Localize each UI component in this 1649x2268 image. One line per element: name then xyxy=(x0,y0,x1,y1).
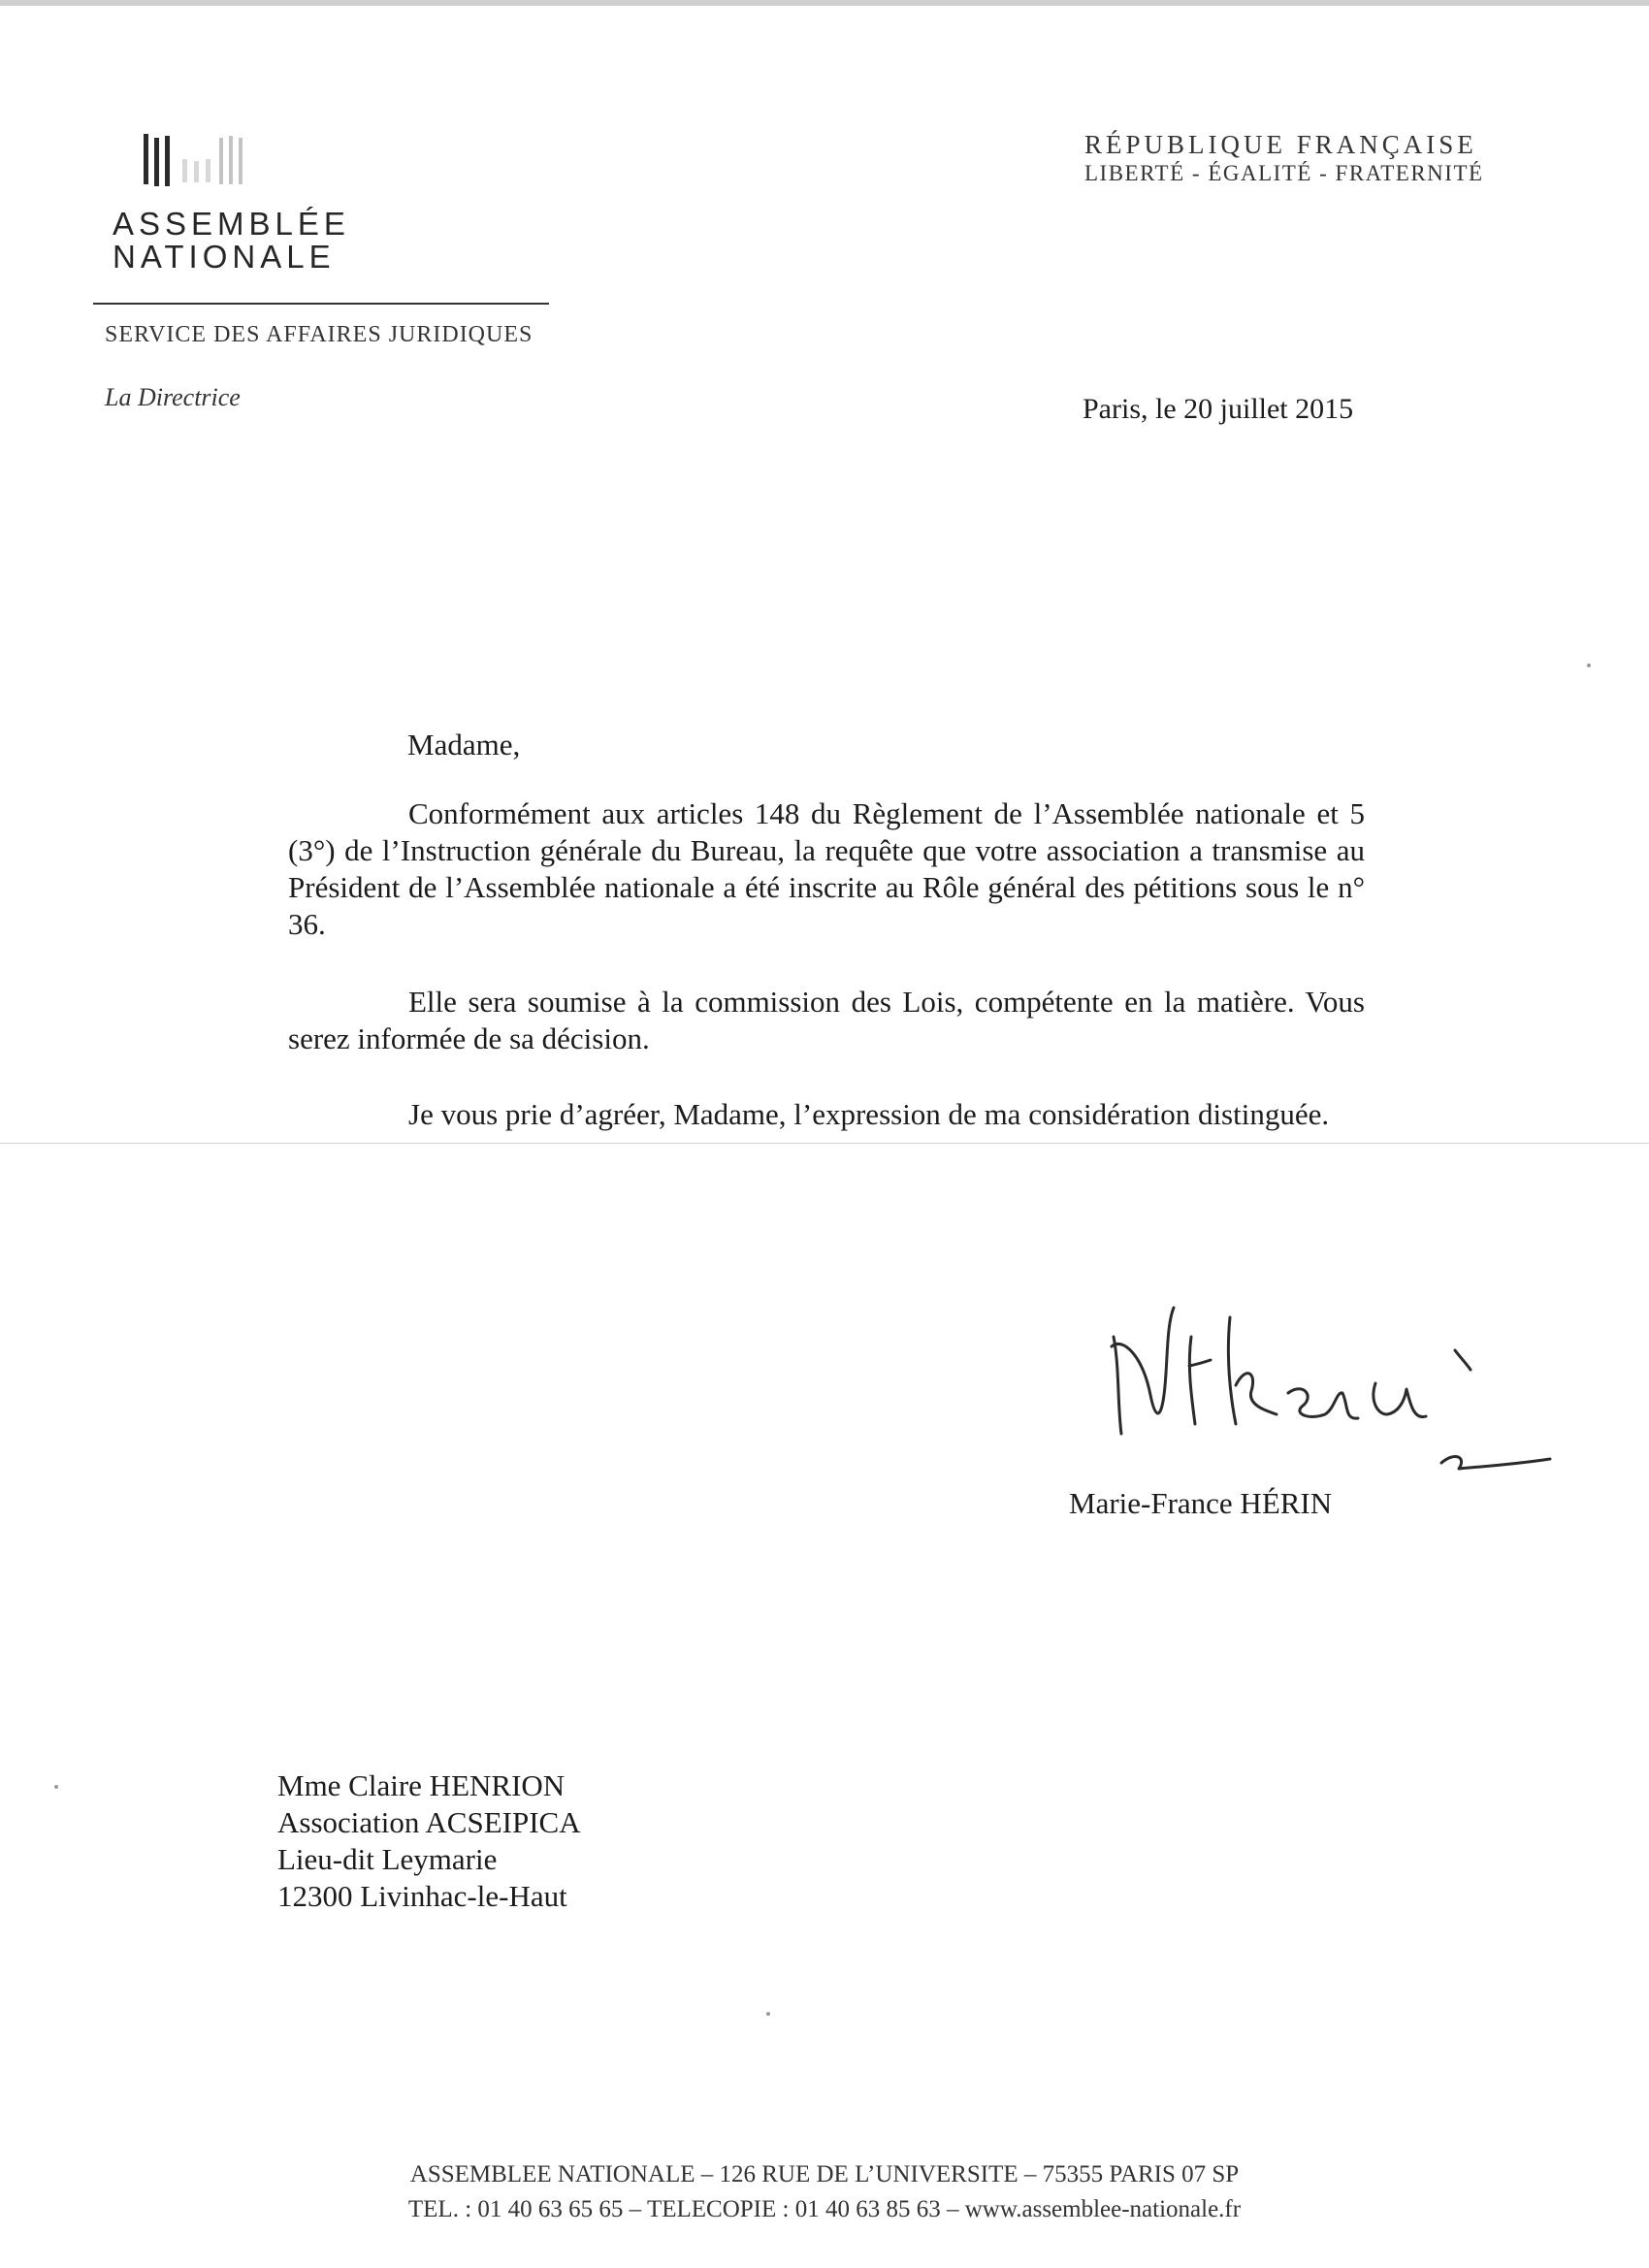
paragraph-3-text: Je vous prie d’agréer, Madame, l’expression de ma considération distinguée. xyxy=(408,1097,1330,1131)
recipient-organization: Association ACSEIPICA xyxy=(277,1805,581,1839)
service-name: SERVICE DES AFFAIRES JURIDIQUES xyxy=(105,322,534,347)
assemblee-nationale-logo xyxy=(93,132,350,277)
paragraph-3 xyxy=(288,1096,1365,1133)
recipient-locality: Lieu-dit Leymarie xyxy=(277,1842,498,1876)
scan-speck xyxy=(766,2012,770,2016)
logo-word-nationale: NATIONALE xyxy=(113,239,336,275)
recipient-name: Mme Claire HENRION xyxy=(277,1768,566,1802)
signer-name: Marie-France HÉRIN xyxy=(1069,1486,1333,1520)
scan-speck xyxy=(54,1785,58,1789)
republique-heading: RÉPUBLIQUE FRANÇAISE xyxy=(1084,130,1477,159)
paper-fold-line xyxy=(0,1143,1649,1144)
letter-date: Paris, le 20 juillet 2015 xyxy=(1083,393,1354,425)
scan-top-edge xyxy=(0,0,1649,6)
paragraph-1 xyxy=(288,795,1365,943)
paragraph-1-text: Conformément aux articles 148 du Règlement de l’Assemblée nationale et 5 (3°) de l’Instruction générale du Bureau, la requête que votre association a transmise au Président de l’Assemblée nationale a été inscrite au Rôle général des pétitions sous le n° 36. xyxy=(288,796,1365,941)
handwritten-signature xyxy=(1094,1279,1560,1492)
scan-speck xyxy=(1587,664,1591,667)
recipient-city: 12300 Livinhac-le-Haut xyxy=(277,1879,567,1913)
header-divider xyxy=(93,303,549,305)
footer-contact: TEL. : 01 40 63 65 65 – TELECOPIE : 01 40 63 85 63 – www.assemblee-nationale.fr xyxy=(407,2196,1242,2222)
national-motto: LIBERTÉ - ÉGALITÉ - FRATERNITÉ xyxy=(1084,161,1484,185)
recipient-address xyxy=(277,1767,581,1915)
paragraph-2 xyxy=(288,984,1365,1057)
paragraph-2-text: Elle sera soumise à la commission des Lois, compétente en la matière. Vous serez informée de sa décision. xyxy=(288,985,1365,1055)
footer-address: ASSEMBLEE NATIONALE – 126 RUE DE L’UNIVERSITE – 75355 PARIS 07 SP xyxy=(409,2161,1240,2187)
salutation: Madame, xyxy=(407,728,521,761)
logo-bars-icon xyxy=(144,132,357,190)
logo-word-assemblee: ASSEMBLÉE xyxy=(113,206,350,242)
sender-role: La Directrice xyxy=(105,383,241,411)
